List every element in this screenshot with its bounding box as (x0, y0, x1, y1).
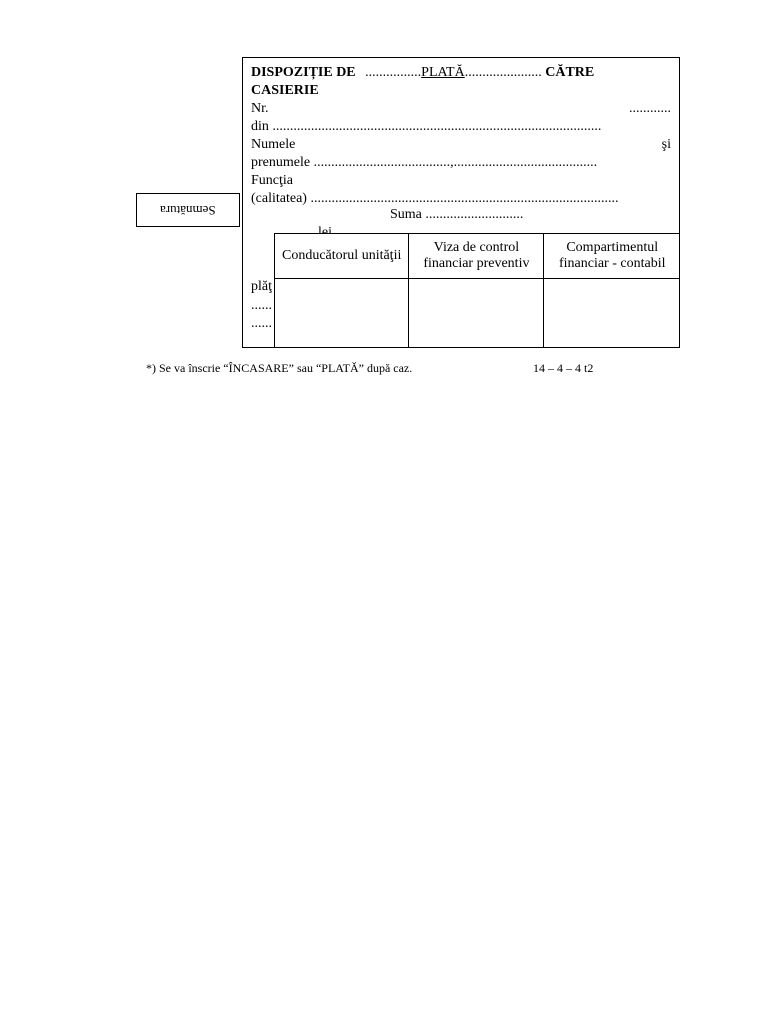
table-row (275, 279, 681, 349)
signature-cell (275, 279, 409, 349)
calitatea-line (251, 191, 618, 207)
form-title-part2: CĂTRE (545, 65, 595, 80)
numele-label: Numele (251, 137, 296, 152)
signature-box (136, 193, 240, 227)
calitatea-label: (calitatea) (251, 191, 307, 206)
din-field: .............................................................................................. (272, 119, 602, 134)
form-title-part1: DISPOZIȚIE DE (251, 65, 356, 80)
calitatea-field: ........................................................................................ (310, 191, 619, 206)
form-title-part3: CASIERIE (251, 83, 319, 98)
signature-cell (409, 279, 544, 349)
header-conducatorul: Conducătorul unităţii (275, 234, 409, 279)
header-viza-control: Viza de control financiar preventiv (409, 234, 544, 279)
nr-label: Nr. (251, 101, 269, 116)
signatures-table (274, 233, 680, 348)
suma-line (390, 207, 523, 223)
signature-cell (544, 279, 680, 349)
table-header-row (275, 234, 681, 279)
payment-order-form (242, 57, 680, 348)
nr-field: ............ (629, 101, 671, 116)
dots-line: ...... (251, 298, 272, 313)
signature-label: Semnătura (160, 203, 216, 218)
form-title-dots: ...................... (464, 65, 542, 80)
footnote: *) Se va înscrie “ÎNCASARE” sau “PLATĂ” după caz. (146, 361, 413, 375)
form-type-field: PLATĂ (421, 65, 465, 80)
si-label: şi (661, 137, 671, 152)
header-compartiment: Compartimentul financiar - contabil (544, 234, 680, 279)
plati-label: plăţ (251, 279, 272, 294)
prenumele-label: prenumele (251, 155, 311, 170)
prenumele-field: .......................................,......................................... (313, 155, 598, 170)
dots-line: ...... (251, 316, 272, 331)
form-title-line (251, 65, 594, 81)
functia-label: Funcţia (251, 173, 293, 188)
din-line (251, 119, 601, 135)
suma-label: Suma (390, 207, 422, 222)
din-label: din (251, 119, 269, 134)
prenumele-line (251, 155, 597, 171)
suma-field: ............................ (425, 207, 524, 222)
form-title-dots: ................ (365, 65, 422, 80)
form-code: 14 – 4 – 4 t2 (533, 361, 594, 375)
